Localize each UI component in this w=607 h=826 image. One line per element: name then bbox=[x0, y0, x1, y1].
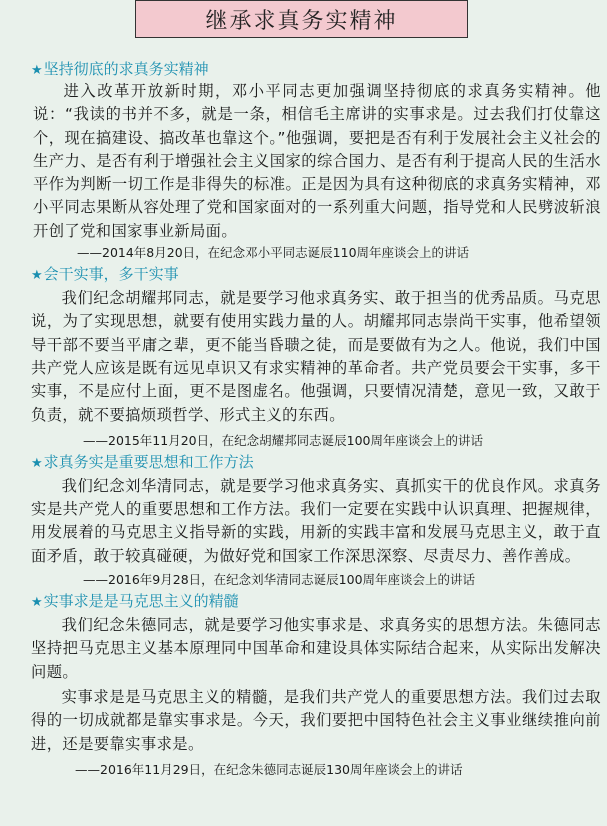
section-paragraph: 实事求是是马克思主义的精髓，是我们共产党人的重要思想方法。我们过去取得的一切成就都是靠实事求是。今天，我们要把中国特色社会主义事业继续推向前进，还是要靠实事求是。 bbox=[31, 687, 601, 753]
section-heading bbox=[31, 263, 601, 285]
section-paragraph: 我们纪念胡耀邦同志，就是要学习他求真务实、敢于担当的优秀品质。马克思说，为了实现思想，就要有使用实践力量的人。胡耀邦同志崇尚干实事，他希望领导干部不要当平庸之辈，更不能当昏聩之徒，而是要做有为之人。他说，我们中国共产党人应该是既有远见卓识又有求实精神的革命者。共产党员要会干实事，多干实事，不是应付上面，更不是图虚名。他强调，只要情况清楚，意见一致，又敢于负责，就不要搞烦琐哲学、形式主义的东西。 bbox=[31, 289, 601, 424]
section-heading-text: 实事求是是马克思主义的精髓 bbox=[43, 592, 239, 611]
section-2 bbox=[31, 263, 601, 451]
section-paragraph: 进入改革开放新时期，邓小平同志更加强调坚持彻底的求真务实精神。他说：“我读的书并不多，就是一条，相信毛主席讲的实事求是。过去我们打仗靠这个，现在搞建设、搞改革也靠这个。”他强调，要把是否有利于发展社会主义社会的生产力、是否有利于增强社会主义国家的综合国力、是否有利于提高人民的生活水平作为判断一切工作是非得失的标准。正是因为具有这种彻底的求真务实精神，邓小平同志果断从容处理了党和国家面对的一系列重大问题，指导党和人民劈波斩浪开创了党和国家事业新局面。 bbox=[33, 82, 601, 240]
section-heading bbox=[31, 451, 601, 473]
star-icon: ★ bbox=[31, 595, 43, 611]
section-1 bbox=[31, 58, 601, 263]
section-heading bbox=[31, 58, 601, 80]
article-body bbox=[31, 58, 601, 780]
section-paragraph: 我们纪念朱德同志，就是要学习他实事求是、求真务实的思想方法。朱德同志坚持把马克思主义基本原理同中国革命和建设具体实际结合起来，从实际出发解决问题。 bbox=[31, 616, 601, 681]
section-3 bbox=[31, 451, 601, 590]
page-title: 继承求真务实精神 bbox=[135, 0, 468, 38]
section-heading-text: 求真务实是重要思想和工作方法 bbox=[43, 452, 254, 471]
section-4 bbox=[31, 590, 601, 780]
section-heading bbox=[31, 590, 601, 612]
section-heading-text: 坚持彻底的求真务实精神 bbox=[43, 60, 209, 78]
star-icon: ★ bbox=[31, 455, 43, 471]
section-source: ——2015年11月20日，在纪念胡耀邦同志诞辰100周年座谈会上的讲话 bbox=[83, 432, 483, 448]
section-paragraph: 我们纪念刘华清同志，就是要学习他求真务实、真抓实干的优良作风。求真务实是共产党人的重要思想和工作方法。我们一定要在实践中认识真理、把握规律，用发展着的马克思主义指导新的实践，用新的实践丰富和发展马克思主义，敢于直面矛盾，敢于较真碰硬，为做好党和国家工作深思深察、尽责尽力、善作善成。 bbox=[31, 476, 601, 565]
section-source: ——2014年8月20日，在纪念邓小平同志诞辰110周年座谈会上的讲话 bbox=[77, 245, 470, 261]
section-heading-text: 会干实事，多干实事 bbox=[43, 265, 179, 284]
section-source: ——2016年11月29日，在纪念朱德同志诞辰130周年座谈会上的讲话 bbox=[75, 761, 463, 777]
section-source: ——2016年9月28日，在纪念刘华清同志诞辰100周年座谈会上的讲话 bbox=[83, 572, 476, 588]
star-icon: ★ bbox=[31, 63, 43, 78]
star-icon: ★ bbox=[31, 268, 43, 284]
